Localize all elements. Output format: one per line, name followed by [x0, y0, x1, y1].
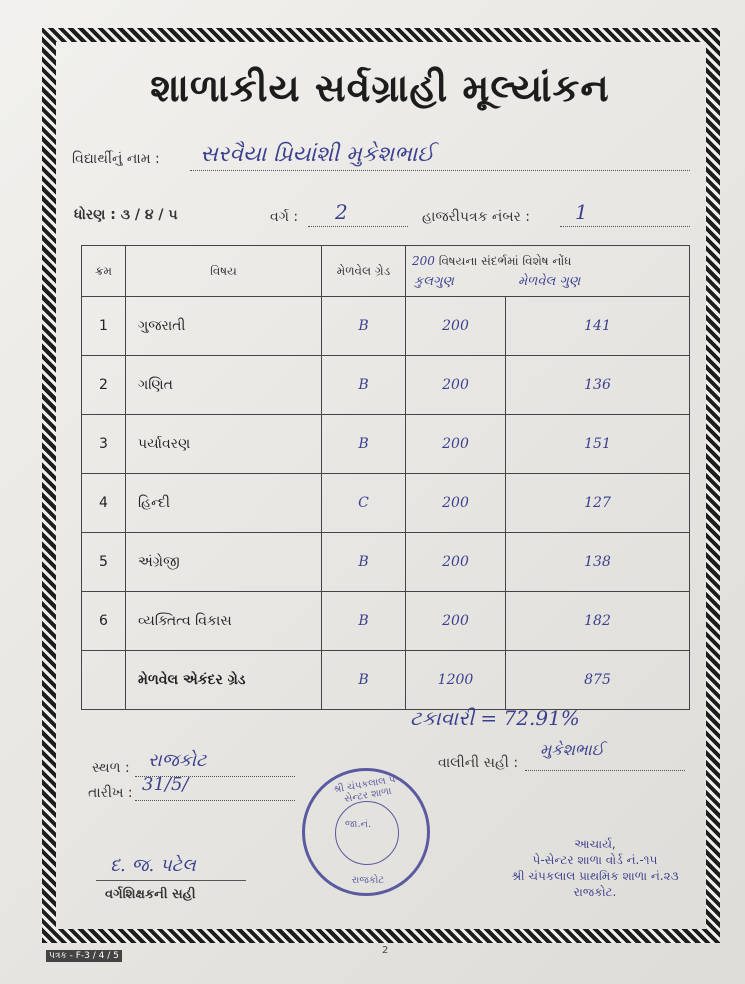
school-seal [302, 768, 430, 896]
row-total: 200 [406, 592, 506, 651]
row-subject: અંગ્રેજી [126, 533, 322, 592]
date-value: 31/5/ [142, 774, 189, 795]
row-obtained: 182 [506, 592, 690, 651]
table-row [82, 415, 690, 474]
row-grade: B [322, 356, 406, 415]
row-subject: હિન્દી [126, 474, 322, 533]
table-row [82, 356, 690, 415]
principal-line-3: શ્રી ચંપકલાલ પ્રાથમિક શાળા નં.૨૩ [511, 869, 679, 883]
row-subject: વ્યક્તિત્વ વિકાસ [126, 592, 322, 651]
header-total-marks: કુલગુણ [414, 274, 454, 289]
seal-bottom-text: રાજકોટ [351, 875, 385, 886]
standard-label: ધોરણ : ૩ / ૪ / ૫ [74, 207, 178, 223]
header-note [406, 246, 690, 297]
row-grade: C [322, 474, 406, 533]
row-total: 200 [406, 533, 506, 592]
date-underline [135, 800, 295, 801]
roll-number-value: 1 [575, 200, 588, 224]
row-total: 200 [406, 474, 506, 533]
header-note-prefix: 200 [412, 254, 435, 268]
row-grade: B [322, 297, 406, 356]
form-code: પત્રક - F-3 / 4 / 5 [46, 950, 122, 962]
header-obtained-marks: મેળવેલ ગુણ [518, 274, 581, 289]
header-index: ક્રમ [82, 246, 126, 297]
row-obtained: 136 [506, 356, 690, 415]
overall-index-cell [82, 651, 126, 710]
class-underline [308, 226, 408, 227]
principal-stamp [500, 836, 690, 900]
header-note-text: વિષયના સંદર્ભમાં વિશેષ નોંધ [438, 254, 572, 268]
overall-label: મેળવેલ એકંદર ગ્રેડ [126, 651, 322, 710]
row-index: 3 [82, 415, 126, 474]
table-header-row [82, 246, 690, 297]
teacher-signature: દ. જ. પટેલ [110, 855, 196, 876]
row-total: 200 [406, 356, 506, 415]
place-value: રાજકોટ [148, 750, 207, 771]
row-obtained: 138 [506, 533, 690, 592]
row-grade: B [322, 533, 406, 592]
principal-line-2: પે-સેન્ટર શાળા વોર્ડ નં.-૧૫ [532, 853, 658, 867]
principal-title: આચાર્ય, [574, 837, 616, 851]
row-index: 5 [82, 533, 126, 592]
row-subject: ગુજરાતી [126, 297, 322, 356]
name-underline [190, 170, 690, 171]
class-label: વર્ગ : [270, 209, 299, 225]
row-obtained: 127 [506, 474, 690, 533]
seal-mid-text: જા.નં. [345, 819, 372, 830]
table-row [82, 474, 690, 533]
roll-underline [560, 226, 690, 227]
seal-inner-ring [335, 801, 399, 865]
row-obtained: 141 [506, 297, 690, 356]
percentage-note: ટકાવારી = 72.91% [410, 706, 580, 730]
date-label: તારીખ : [88, 785, 133, 801]
row-index: 2 [82, 356, 126, 415]
parent-signature: મુકેશભાઈ [540, 740, 605, 759]
table-row [82, 297, 690, 356]
table-row [82, 533, 690, 592]
row-total: 200 [406, 415, 506, 474]
header-grade: મેળવેલ ગ્રેડ [322, 246, 406, 297]
overall-obtained: 875 [506, 651, 690, 710]
marks-table [81, 245, 690, 710]
class-value: 2 [335, 200, 348, 224]
row-obtained: 151 [506, 415, 690, 474]
seal-top-text: શ્રી ચંપકલાલ પે-સેન્ટર શાળા [332, 773, 400, 805]
place-label: સ્થળ : [92, 760, 130, 776]
roll-number-label: હાજરીપત્રક નંબર : [422, 209, 530, 225]
row-subject: પર્યાવરણ [126, 415, 322, 474]
student-name-value: સરવૈયા પ્રિયાંશી મુકેશભાઈ [200, 142, 435, 167]
row-grade: B [322, 592, 406, 651]
row-index: 4 [82, 474, 126, 533]
overall-grade: B [322, 651, 406, 710]
page-number: 2 [382, 945, 389, 956]
row-grade: B [322, 415, 406, 474]
row-index: 6 [82, 592, 126, 651]
teacher-sign-label: વર્ગશિક્ષકની સહી [105, 887, 196, 902]
row-total: 200 [406, 297, 506, 356]
row-index: 1 [82, 297, 126, 356]
header-subject: વિષય [126, 246, 322, 297]
overall-total: 1200 [406, 651, 506, 710]
principal-line-4: રાજકોટ. [573, 885, 617, 899]
parent-sign-underline [525, 770, 685, 771]
parent-sign-label: વાલીની સહી : [438, 755, 519, 771]
document-title: શાળાકીય સર્વગ્રાહી મૂલ્યાંકન [150, 66, 610, 110]
table-row [82, 592, 690, 651]
row-subject: ગણિત [126, 356, 322, 415]
student-name-label: વિદ્યાર્થીનું નામ : [72, 151, 160, 167]
overall-grade-row [82, 651, 690, 710]
teacher-sign-underline [96, 880, 246, 881]
